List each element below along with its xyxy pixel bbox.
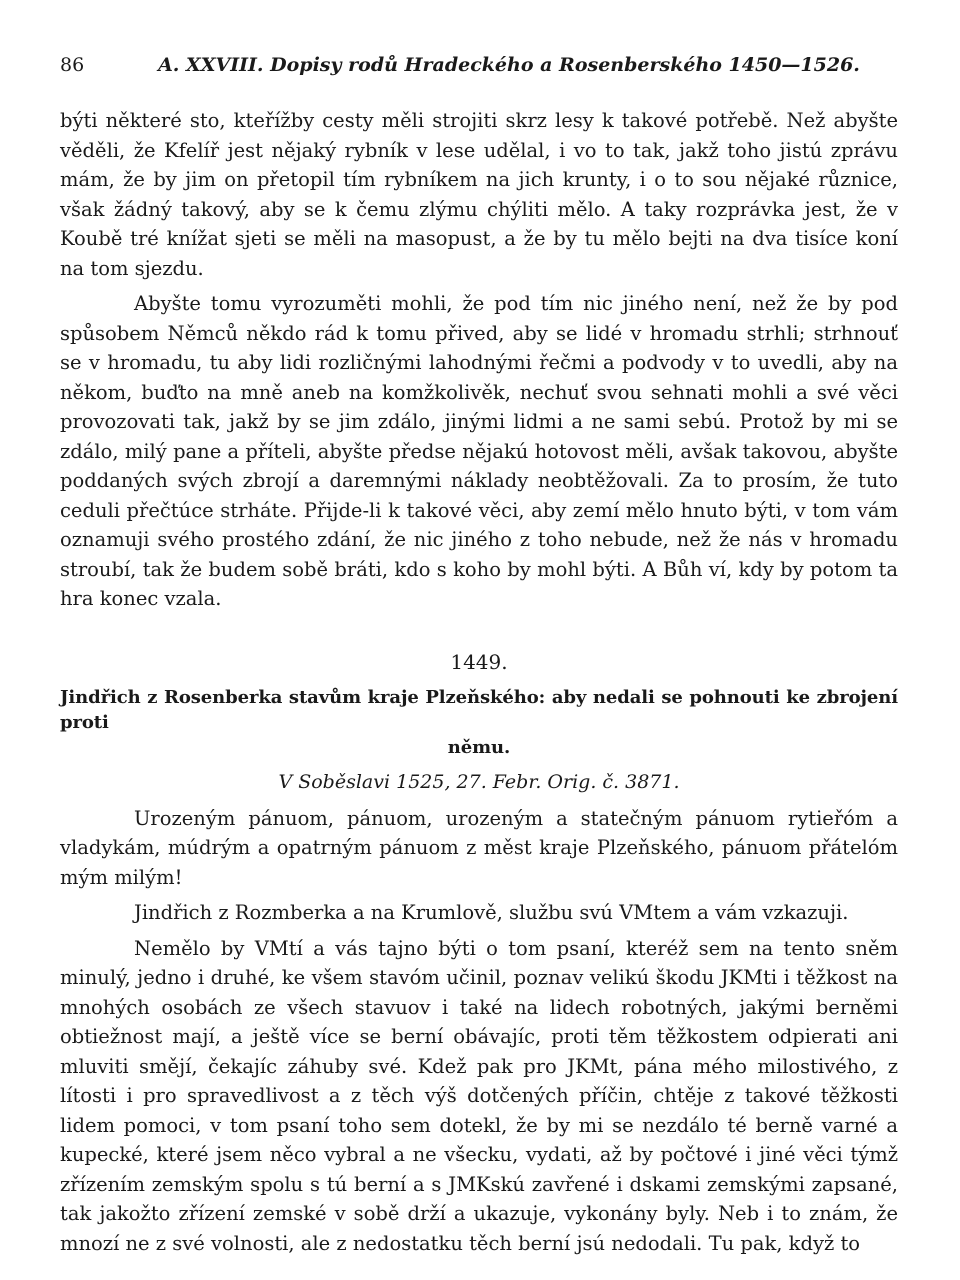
document-heading-last: němu.: [447, 737, 511, 758]
source-place: V Soběslavi: [278, 771, 391, 793]
continuation-paragraph-2: Abyšte tomu vyrozuměti mohli, že pod tím nic jiného není, než že by pod spůsobem Němců někdo rád k tomu přived, aby se lidé v hromadu strhli; strhnouť se v hromadu, tu aby lidi rozličnými lahodnými řečmi a podvody v to uvedli, aby na někom, buďto na mně aneb na komžkolivěk, nechuť svou sehnati mohli a své věci provozovati tak, jakž by se jim zdálo, jinými lidmi a ne sami sebú. Protož by mi se zdálo, milý pane a příteli, abyšte předse nějakú hotovost měli, avšak takovou, abyšte poddaných svých zbrojí a daremnými náklady neobtěžovali. Za to prosím, že tuto ceduli přečtúce strháte. Přijde-li k takové věci, aby zemí mělo hnuto býti, v tom vám oznamuji svého prostého zdání, že nic jiného z toho nebude, než že nás v hromadu stroubí, tak že budem sobě bráti, kdo s koho by mohl býti. A Bůh ví, kdy by potom ta hra konec vzala.: [60, 292, 898, 610]
running-title: A. XXVIII. Dopisy rodů Hradeckého a Rosenberského 1450—1526.: [158, 54, 860, 76]
document-page: [60, 0, 898, 1280]
page-number: 86: [60, 54, 85, 76]
document-number: 1449.: [450, 649, 508, 674]
continuation-paragraph-1: býti některé sto, kteřížby cesty měli strojiti skrz lesy k takové potřebě. Než abyšte věděli, že Kfelíř jest nějaký rybník v lese udělal, i vo to tak, jakž toho jistú zprávu mám, že by jim on přetopil tím rybníkem na jich krunty, i o to sou nějaké různice, však žádný takový, aby se k čemu zlýmu chýliti mělo. A taky rozprávka jest, že v Koubě tré knížat sjeti se měli na masopust, a že by tu mělo bejti na dva tisíce koní na tom sjezdu.: [60, 109, 898, 280]
body-text: [60, 106, 898, 1258]
greeting-paragraph: Jindřich z Rozmberka a na Krumlově, službu svú VMtem a vám vzkazuji.: [134, 901, 849, 924]
running-header: [60, 54, 898, 84]
document-source: [60, 768, 898, 798]
salutation-paragraph: Urozeným pánuom, pánuom, urozeným a statečným pánuom rytieřóm a vladykám, múdrým a opatrným pánuom z měst kraje Plzeňského, pánuom přátelóm mým milým!: [60, 806, 898, 889]
document-heading: [60, 685, 898, 760]
document-heading-main: Jindřich z Rosenberka stavům kraje Plzeňského: aby nedali se pohnouti ke zbrojení proti: [60, 687, 898, 733]
letter-body-paragraph: Nemělo by VMtí a vás tajno býti o tom psaní, kteréž sem na tento sněm minulý, jedno i druhé, ke všem stavóm učinil, poznav velikú škodu JKMti i těžkost na mnohých osobách ze všech stavuov i také na lidech robotných, jakými berněmi obtiežnost mají, a ještě více se berní obávajíc, proti těm těžkostem odpierati ani mluviti smějí, čekajíc záhuby své. Kdež pak pro JKMt, pána mého milostivého, z lítosti i pro spravedlivost a z těch výš dotčených příčin, chtěje z takové těžkosti lidem pomoci, v tom psaní toho sem dotekl, že by mi se nezdálo té berně varné a kupecké, které jsem něco vybral a ne všecku, vydati, až by počtové i jiné věci týmž zřízením zemským spolu s tú berní a s JMKskú zavřené i dskami zemskými zapsané, tak jakožto zřízení zemské v sobě drží a ukazuje, vykonány byly. Neb i to znám, že mnozí ne z své volnosti, ale z nedostatku těch berní jsú nedodali. Tu pak, když to: [60, 936, 898, 1255]
source-date-reference: 1525, 27. Febr. Orig. č. 3871.: [390, 771, 680, 793]
